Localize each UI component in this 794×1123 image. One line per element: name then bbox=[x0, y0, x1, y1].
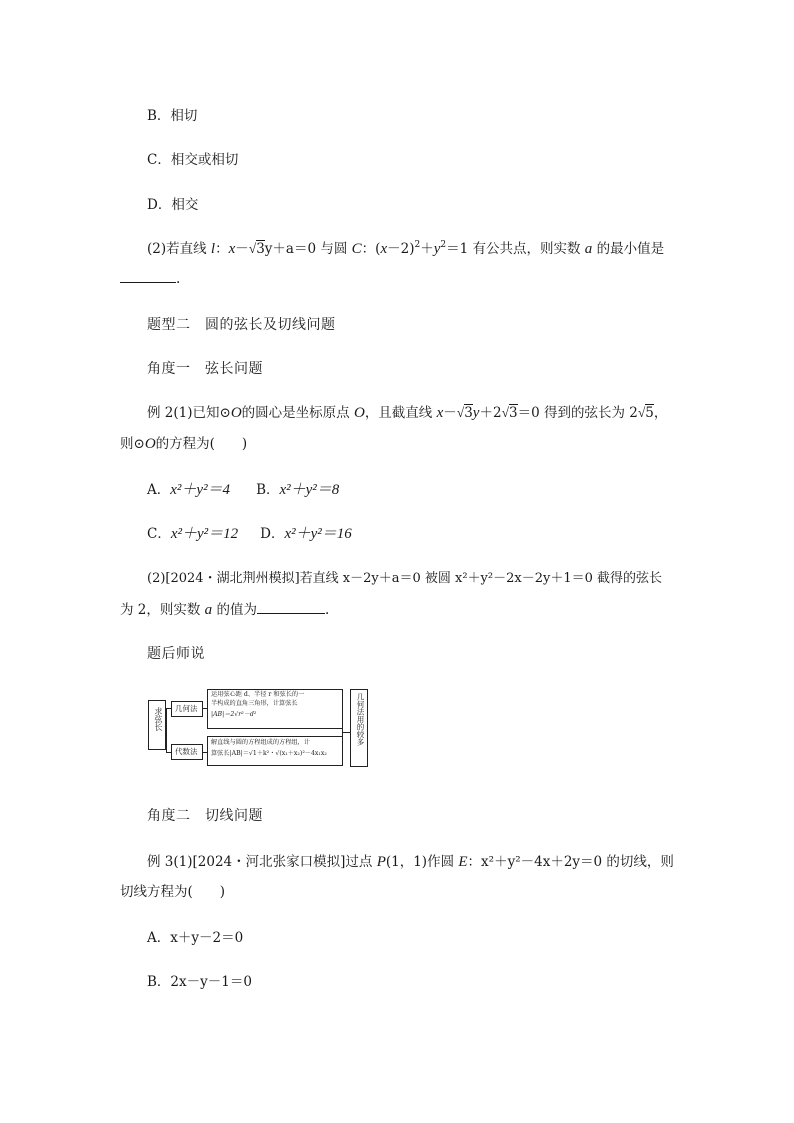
q2-end: . bbox=[176, 271, 181, 287]
q2-exp-y: 2 bbox=[440, 240, 447, 250]
diagram-side-note-box bbox=[350, 689, 368, 767]
ex3-mid: (1，1)作圆 bbox=[385, 854, 459, 870]
ex2-sqrt3b: 3 bbox=[508, 405, 518, 421]
q2-expr3: ：( bbox=[361, 241, 381, 257]
q2-exp: 2 bbox=[414, 240, 421, 250]
diagram-method2-text2: 算弦长|AB|＝√1＋k²・√(x₁＋x₂)²－4x₁x₂ bbox=[211, 750, 327, 757]
ex2-prefix: 例 2(1)已知⊙ bbox=[147, 405, 231, 421]
ex2-o: O bbox=[230, 405, 242, 421]
ex2-option-d: x²＋y²＝16 bbox=[284, 526, 352, 542]
q2-x: x bbox=[228, 241, 236, 257]
ex2q2-prefix: 为 2，则实数 bbox=[120, 602, 205, 618]
answer-blank[interactable] bbox=[120, 270, 176, 283]
angle2-heading: 角度二 切线问题 bbox=[147, 808, 263, 824]
q2-sqrt-value: 3 bbox=[256, 241, 265, 257]
diagram-root-label: 求弦长 bbox=[154, 707, 163, 731]
ex2-option-b-label: B． bbox=[256, 482, 280, 498]
diagram-method1-formula: |AB|＝2√r²－d² bbox=[211, 711, 257, 718]
example-3-line-2: 切线方程为( ) bbox=[120, 884, 226, 900]
question-2-answer-line bbox=[120, 270, 180, 287]
q2-y: y bbox=[433, 241, 441, 257]
ex2q2-a: a bbox=[204, 602, 213, 618]
ex2-option-a: x²＋y²＝4 bbox=[170, 482, 231, 498]
diagram-method2-text1: 解直线与圆的方程组成的方程组，计 bbox=[211, 739, 310, 746]
diagram-method1-box bbox=[171, 701, 203, 717]
example-2-part-2-line-2 bbox=[120, 598, 329, 619]
q2-colon: ： bbox=[215, 241, 229, 257]
sqrt-symbol: √ bbox=[637, 405, 646, 420]
ex2-line2-prefix: 则⊙ bbox=[120, 436, 145, 452]
diagram-connector bbox=[342, 732, 350, 733]
example-3-option-a: A．x＋y－2＝0 bbox=[147, 930, 244, 946]
question-2-line bbox=[147, 237, 664, 258]
q2-expr5: ＝1 有公共点，则实数 bbox=[446, 241, 585, 257]
option-b-tangent: B．相切 bbox=[147, 108, 198, 124]
ex2-mid: 的圆心是坐标原点 bbox=[241, 405, 354, 421]
sqrt-symbol: √ bbox=[501, 405, 509, 420]
option-d-intersect: D．相交 bbox=[147, 197, 199, 213]
diagram-method2-label: 代数法 bbox=[175, 747, 198, 756]
diagram-method2-detail-box bbox=[207, 736, 343, 766]
ex2-comma: ， bbox=[653, 405, 668, 421]
diagram-connector bbox=[166, 708, 167, 752]
ex2-option-b: x²＋y²＝8 bbox=[279, 482, 340, 498]
example-2-options-ab bbox=[147, 478, 339, 499]
ex2-minus: － bbox=[443, 405, 457, 421]
ex3-e: E bbox=[458, 854, 468, 870]
q2-line-name: l bbox=[210, 241, 216, 257]
ex2-o3: O bbox=[144, 436, 156, 452]
sqrt-symbol: √ bbox=[248, 241, 257, 256]
ex3-p: P bbox=[376, 854, 386, 870]
type2-heading: 题型二 圆的弦长及切线问题 bbox=[147, 317, 336, 333]
diagram-method1-text2: 半构成的直角三角形，计算弦长 bbox=[211, 700, 298, 707]
q2-x2: x bbox=[380, 241, 388, 257]
example-3-option-b: B．2x－y－1＝0 bbox=[147, 974, 252, 990]
q2-expr2: y＋a＝0 与圆 bbox=[264, 241, 352, 257]
ex2-o2: O bbox=[353, 405, 365, 421]
q2-expr4: －2) bbox=[387, 241, 415, 257]
angle1-heading: 角度一 弦长问题 bbox=[147, 361, 263, 377]
chord-length-method-diagram bbox=[146, 686, 371, 766]
ex2-option-d-label: D． bbox=[260, 526, 285, 542]
q2-prefix: (2)若直线 bbox=[147, 241, 211, 257]
after-notes-heading: 题后师说 bbox=[147, 646, 205, 662]
ex2-option-c-label: C． bbox=[147, 526, 171, 542]
ex2-option-c: x²＋y²＝12 bbox=[170, 526, 239, 542]
ex2-x: x bbox=[436, 405, 444, 421]
ex2-sqrt3: 3 bbox=[464, 405, 473, 421]
ex2-line2-suffix: 的方程为( ) bbox=[155, 436, 248, 452]
ex2-option-a-label: A． bbox=[147, 482, 171, 498]
ex2-sqrt5: 5 bbox=[645, 405, 654, 421]
ex2-eq0: ＝0 得到的弦长为 2 bbox=[517, 405, 638, 421]
q2-minus: － bbox=[235, 241, 249, 257]
ex3-eq: ：x²＋y²－4x＋2y＝0 的切线，则 bbox=[467, 854, 674, 870]
diagram-method2-box bbox=[171, 744, 203, 760]
q2-plus: ＋ bbox=[420, 241, 434, 257]
q2-circle-name: C bbox=[351, 241, 362, 257]
example-2-line-1 bbox=[147, 401, 667, 422]
diagram-side-note: 几何法用的较多 bbox=[356, 693, 365, 746]
example-2-part-2-line-1: (2)[2024・湖北荆州模拟]若直线 x－2y＋a＝0 被圆 x²＋y²－2x－2y＋1＝0 截得的弦长 bbox=[147, 571, 662, 586]
diagram-method1-text1: 运用弦心距 d、半径 r 和弦长的一 bbox=[211, 691, 305, 698]
diagram-root-box bbox=[148, 700, 166, 750]
ex2q2-suffix: 的值为 bbox=[212, 602, 257, 618]
diagram-method1-label: 几何法 bbox=[175, 704, 198, 713]
example-2-options-cd bbox=[147, 522, 352, 543]
ex2q2-end: . bbox=[324, 602, 330, 618]
option-c-intersect-or-tangent: C．相交或相切 bbox=[147, 152, 239, 168]
example-3-line-1 bbox=[147, 850, 674, 871]
example-2-line-2 bbox=[120, 432, 247, 453]
ex3-prefix: 例 3(1)[2024・河北张家口模拟]过点 bbox=[147, 854, 377, 870]
ex2-plus2: ＋2 bbox=[479, 405, 502, 421]
diagram-method1-detail-box bbox=[207, 689, 343, 729]
answer-blank[interactable] bbox=[257, 601, 325, 614]
ex2-mid2: ，且截直线 bbox=[364, 405, 437, 421]
ex2-y: y bbox=[472, 405, 480, 421]
sqrt-symbol: √ bbox=[456, 405, 465, 420]
q2-suffix: 的最小值是 bbox=[592, 241, 665, 257]
q2-a: a bbox=[584, 241, 593, 257]
